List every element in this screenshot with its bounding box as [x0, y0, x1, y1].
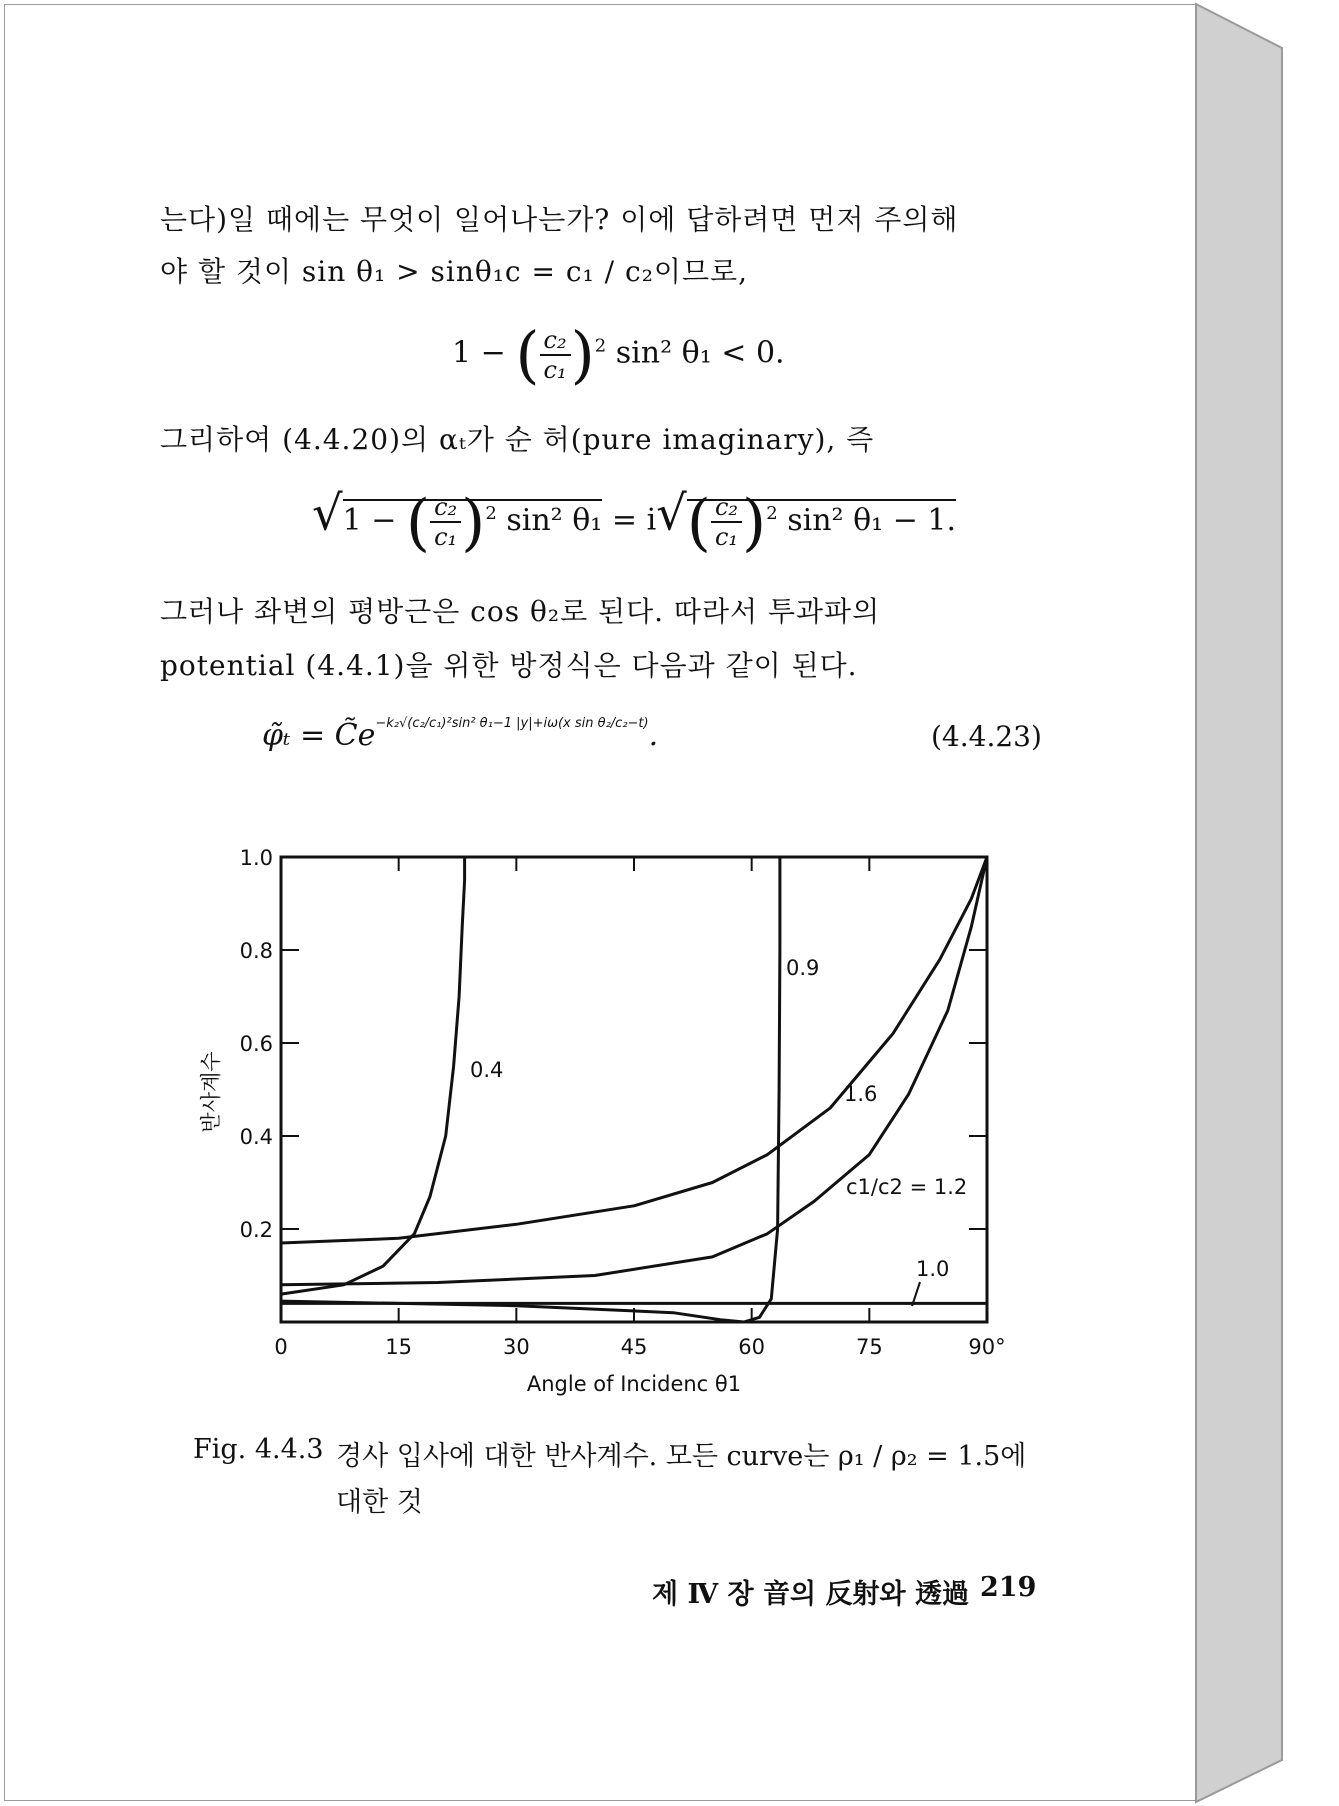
chart-frame: [281, 857, 987, 1322]
paragraph1-line1: 는다)일 때에는 무엇이 일어나는가? 이에 답하려면 먼저 주의해: [160, 203, 959, 236]
curve-label-0.4: 0.4: [470, 1058, 504, 1082]
curve-0.4: [281, 857, 465, 1294]
x-tick-label: 45: [620, 1335, 648, 1359]
paragraph1-line2: 야 할 것이 sin θ₁ > sinθ₁c = c₁ / c₂이므로,: [160, 255, 748, 288]
footer-page-number: 219: [980, 1572, 1037, 1603]
equation-2: √1 − ( $\frac{\text{c₂}}{\text{c₁}}$ )$^2$ sin² θ₁ = i√( $\frac{\text{c₂}}{\text{c₁}}$ )$^2$ sin² θ₁ − 1.: [312, 485, 957, 558]
paragraph3-line1: 그러나 좌변의 평방근은 cos θ₂로 된다. 따라서 투과파의: [160, 595, 881, 628]
curve-label-1.6: 1.6: [844, 1082, 878, 1106]
footer-chapter-title: 제 Ⅳ 장 音의 反射와 透過: [652, 1579, 969, 1610]
eq2-rhs-denominator: c₁: [714, 522, 739, 551]
paragraph2: 그리하여 (4.4.20)의 αₜ가 순 허(pure imaginary), 즉: [160, 423, 875, 456]
x-tick-label: 75: [855, 1335, 883, 1359]
eq1-tail: sin² θ₁ < 0.: [615, 335, 785, 371]
eq2-lhs-denominator: c₁: [434, 522, 458, 551]
y-tick-label: 0.2: [239, 1218, 273, 1242]
figure-caption-line2: 대한 것: [336, 1487, 423, 1518]
curve-label-0.9: 0.9: [786, 956, 820, 980]
y-tick-label: 1.0: [239, 846, 273, 870]
curve-0.9: [281, 857, 780, 1322]
x-tick-label: 15: [385, 1335, 413, 1359]
eq2-rhs-numerator: c₂: [711, 493, 742, 523]
y-tick-label: 0.8: [239, 939, 273, 963]
y-tick-label: 0.6: [239, 1032, 273, 1056]
eq1-denominator: c₁: [543, 355, 567, 384]
x-tick-label: 60: [738, 1335, 766, 1359]
y-axis-label: 반사계수: [199, 1051, 223, 1133]
curve-1.2: [281, 857, 987, 1285]
figure-caption-line1: 경사 입사에 대한 반사계수. 모든 curve는 ρ₁ / ρ₂ = 1.5에: [336, 1441, 1027, 1472]
eq1-numerator: c₂: [540, 326, 571, 356]
eq2-lhs-numerator: c₂: [430, 493, 461, 523]
equation-3-number: (4.4.23): [931, 720, 1042, 753]
eq3-exponent: −k₂√(c₂/c₁)²sin² θ₁−1 |y|+iω(x sin θ₂/c₂−t): [375, 716, 649, 731]
y-tick-label: 0.4: [239, 1125, 273, 1149]
figure-caption-label: Fig. 4.4.3: [193, 1434, 324, 1465]
eq2-lhs-tail: sin² θ₁: [506, 502, 603, 538]
eq2-rhs-tail: sin² θ₁ − 1.: [787, 502, 957, 538]
eq2-equals: = i: [611, 502, 657, 538]
x-tick-label: 90°: [968, 1335, 1006, 1359]
eq3-lhs: φ̃ₜ = C̃e: [262, 718, 376, 753]
eq3-end: .: [648, 718, 659, 753]
curve-label-1.0: 1.0: [916, 1257, 950, 1281]
paragraph3-line2: potential (4.4.1)을 위한 방정식은 다음과 같이 된다.: [160, 649, 858, 682]
x-tick-label: 0: [274, 1335, 288, 1359]
x-axis-label: Angle of Incidenc θ1: [526, 1372, 742, 1396]
eq1-lead: 1 −: [452, 335, 506, 371]
eq2-lhs-lead: 1 −: [342, 502, 397, 538]
x-tick-label: 30: [502, 1335, 530, 1359]
curve-label-1.2: c1/c2 = 1.2: [846, 1175, 968, 1199]
equation-1: 1 − ( $\frac{\text{c₂}}{\text{c₁}}$ )$^2$ sin² θ₁ < 0.: [452, 318, 785, 391]
